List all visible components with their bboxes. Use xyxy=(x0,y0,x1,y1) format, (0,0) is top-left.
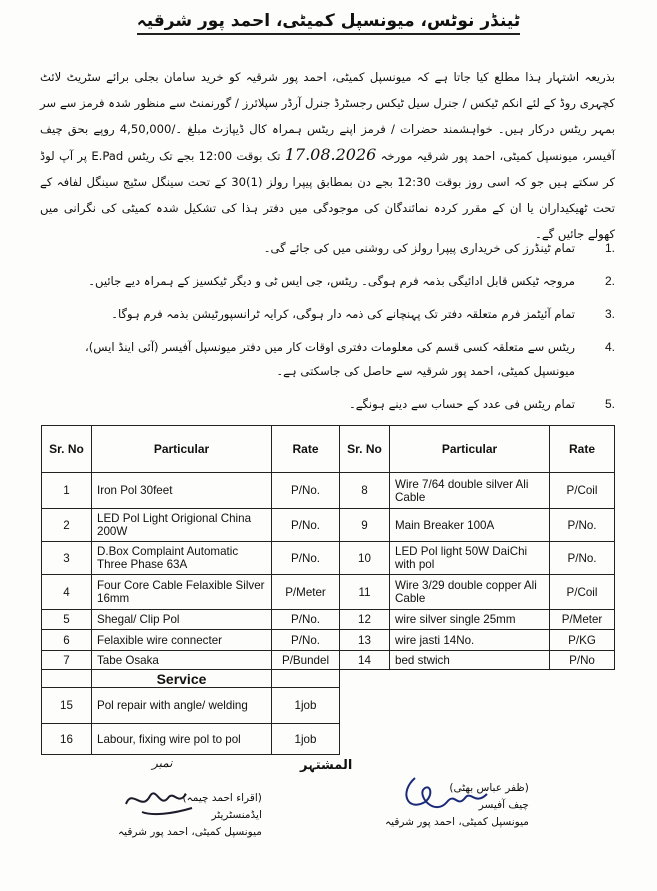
cell-sr: 3 xyxy=(42,542,92,575)
cell-sr: 11 xyxy=(340,575,390,610)
term-number: 1. xyxy=(604,241,615,255)
cell-sr: 6 xyxy=(42,630,92,651)
cell-particular: Wire 3/29 double copper Ali Cable xyxy=(390,575,550,610)
term-item xyxy=(40,236,615,260)
cell-particular: LED Pol light 50W DaiChi with pol xyxy=(390,542,550,575)
administrator-role: ایڈمنسٹریٹر xyxy=(211,809,262,821)
header-rate: Rate xyxy=(550,426,615,473)
notice-intro xyxy=(40,64,615,247)
table-row xyxy=(42,630,615,651)
header-particular: Particular xyxy=(92,426,272,473)
cell-sr: 1 xyxy=(42,473,92,509)
term-number: 5. xyxy=(604,397,615,411)
table-row xyxy=(42,542,615,575)
header-sr-no: Sr. No xyxy=(340,426,390,473)
opening-date: 17.08.2026 xyxy=(284,145,377,164)
cell-sr: 2 xyxy=(42,509,92,542)
cell-rate: P/No xyxy=(550,651,615,670)
chief-officer-name: (ظفر عباس بھٹی) xyxy=(449,782,529,794)
terms-list xyxy=(40,236,615,425)
notice-title xyxy=(0,10,657,35)
term-text: ریٹس سے متعلقہ کسی قسم کی معلومات دفتری اوقات کار میں دفتر میونسپل آفیسر (آئی اینڈ ایس)، میونسپل کمیٹی، احمد پور شرقیہ سے حاصل کی جاسکتی ہے۔ xyxy=(85,340,575,378)
cell-rate: P/Bundel xyxy=(272,651,340,670)
table-header-row xyxy=(42,426,615,473)
service-row xyxy=(42,724,615,755)
cell-particular: Shegal/ Clip Pol xyxy=(92,610,272,630)
cell-rate: P/No. xyxy=(272,473,340,509)
table-row xyxy=(42,509,615,542)
term-item xyxy=(40,269,615,293)
service-header-row xyxy=(42,670,615,688)
cell-rate: P/No. xyxy=(272,542,340,575)
cell-rate: 1job xyxy=(272,724,340,755)
table-row xyxy=(42,473,615,509)
term-item xyxy=(40,302,615,326)
cell-particular: Tabe Osaka xyxy=(92,651,272,670)
term-text: تمام آئیٹمز فرم متعلقہ دفتر تک پہنچانے کی ذمہ دار ہوگی، کرایہ ٹرانسپورٹیشن بذمہ فرم ہوگا۔ xyxy=(111,307,575,321)
cell-sr: 10 xyxy=(340,542,390,575)
cell-rate: P/KG xyxy=(550,630,615,651)
cell-sr: 16 xyxy=(42,724,92,755)
cell-rate: P/No. xyxy=(550,542,615,575)
administrator-block xyxy=(118,790,262,841)
cell-rate: P/Coil xyxy=(550,575,615,610)
term-number: 2. xyxy=(604,274,615,288)
cell-sr: 9 xyxy=(340,509,390,542)
cell-sr: 8 xyxy=(340,473,390,509)
cell-rate: P/No. xyxy=(272,630,340,651)
chief-officer-role: چیف آفیسر xyxy=(478,799,529,811)
administrator-name: (اقراء احمد چیمہ) xyxy=(182,792,262,804)
cell-particular: Four Core Cable Felaxible Silver 16mm xyxy=(92,575,272,610)
cell-particular: Labour, fixing wire pol to pol xyxy=(92,724,272,755)
chief-officer-block xyxy=(385,780,529,831)
cell-sr: 4 xyxy=(42,575,92,610)
cell-particular: wire silver single 25mm xyxy=(390,610,550,630)
term-number: 4. xyxy=(604,340,615,354)
service-row xyxy=(42,688,615,724)
chief-officer-office: میونسپل کمیٹی، احمد پور شرقیہ xyxy=(385,816,529,828)
term-number: 3. xyxy=(604,307,615,321)
term-text: تمام ٹینڈرز کی خریداری پیپرا رولز کی روشنی میں کی جائے گی۔ xyxy=(263,241,575,255)
cell-rate: 1job xyxy=(272,688,340,724)
notice-title-text: ٹینڈر نوٹس، میونسپل کمیٹی، احمد پور شرقیہ xyxy=(137,10,520,35)
advertiser-label: المشتہر xyxy=(300,758,353,773)
cell-sr: 7 xyxy=(42,651,92,670)
cell-particular: LED Pol Light Origional China 200W xyxy=(92,509,272,542)
items-table xyxy=(41,425,615,755)
term-item xyxy=(40,392,615,416)
cell-rate: P/Meter xyxy=(550,610,615,630)
cell-rate: P/Coil xyxy=(550,473,615,509)
cell-particular: Iron Pol 30feet xyxy=(92,473,272,509)
table-row xyxy=(42,575,615,610)
header-particular: Particular xyxy=(390,426,550,473)
cell-particular: D.Box Complaint Automatic Three Phase 63A xyxy=(92,542,272,575)
cell-rate: P/No. xyxy=(550,509,615,542)
cell-sr: 13 xyxy=(340,630,390,651)
handwritten-note: نمبر xyxy=(152,756,173,770)
cell-particular: Pol repair with angle/ welding xyxy=(92,688,272,724)
cell-particular: wire jasti 14No. xyxy=(390,630,550,651)
cell-rate: P/No. xyxy=(272,610,340,630)
cell-particular: Wire 7/64 double silver Ali Cable xyxy=(390,473,550,509)
header-sr-no: Sr. No xyxy=(42,426,92,473)
term-item xyxy=(40,335,615,383)
cell-sr: 12 xyxy=(340,610,390,630)
cell-rate: P/No. xyxy=(272,509,340,542)
term-text: تمام ریٹس فی عدد کے حساب سے دینے ہونگے۔ xyxy=(348,397,575,411)
table-row xyxy=(42,610,615,630)
intro-paragraph-part2: تک بوقت 12:00 بجے تک ریٹس E.Pad پر آپ لوڈ کر سکتے ہیں جو کہ اسی روز بوقت 12:30 بجے دن بمطابق پیپرا رولز (1)30 کے تحت سینگل سٹیج سینگل لفافہ کے تحت ٹھیکیداران یا ان کے مقرر کردہ نمائندگان کی موجودگی میں دفتر ہذا کی تشکیل شدہ کمیٹی کی نگرانی میں کھولے جائیں گے۔ xyxy=(40,149,615,241)
term-text: مروجہ ٹیکس قابل ادائیگی بذمہ فرم ہوگی۔ ریٹس، جی ایس ٹی و دیگر ٹیکسیز کے ہمراہ دیے جائیں۔ xyxy=(88,274,575,288)
cell-sr: 15 xyxy=(42,688,92,724)
cell-sr: 14 xyxy=(340,651,390,670)
cell-rate: P/Meter xyxy=(272,575,340,610)
administrator-office: میونسپل کمیٹی، احمد پور شرقیہ xyxy=(118,826,262,838)
cell-particular: bed stwich xyxy=(390,651,550,670)
cell-particular: Main Breaker 100A xyxy=(390,509,550,542)
header-rate: Rate xyxy=(272,426,340,473)
service-label: Service xyxy=(92,670,272,688)
cell-particular: Felaxible wire connecter xyxy=(92,630,272,651)
table-row xyxy=(42,651,615,670)
intro-paragraph-part1: بذریعہ اشتہار ہذا مطلع کیا جاتا ہے کہ میونسپل کمیٹی، احمد پور شرقیہ کو خرید سامان بجلی برائے سٹریٹ لائٹ کچہری روڈ کے لئے انکم ٹیکس / جنرل سیل ٹیکس رجسٹرڈ جنرل آرڈر سپلائرز / گورنمنٹ سے منظور شدہ فرمز سے سر بمہر ریٹس درکار ہیں۔ خواہشمند حضرات / فرمز اپنے ریٹس ہمراہ کال ڈیپازٹ مبلغ ۔/4,50,000 روپے بحق چیف آفیسر، میونسپل کمیٹی، احمد پور شرقیہ مورخہ xyxy=(40,70,616,163)
cell-sr: 5 xyxy=(42,610,92,630)
